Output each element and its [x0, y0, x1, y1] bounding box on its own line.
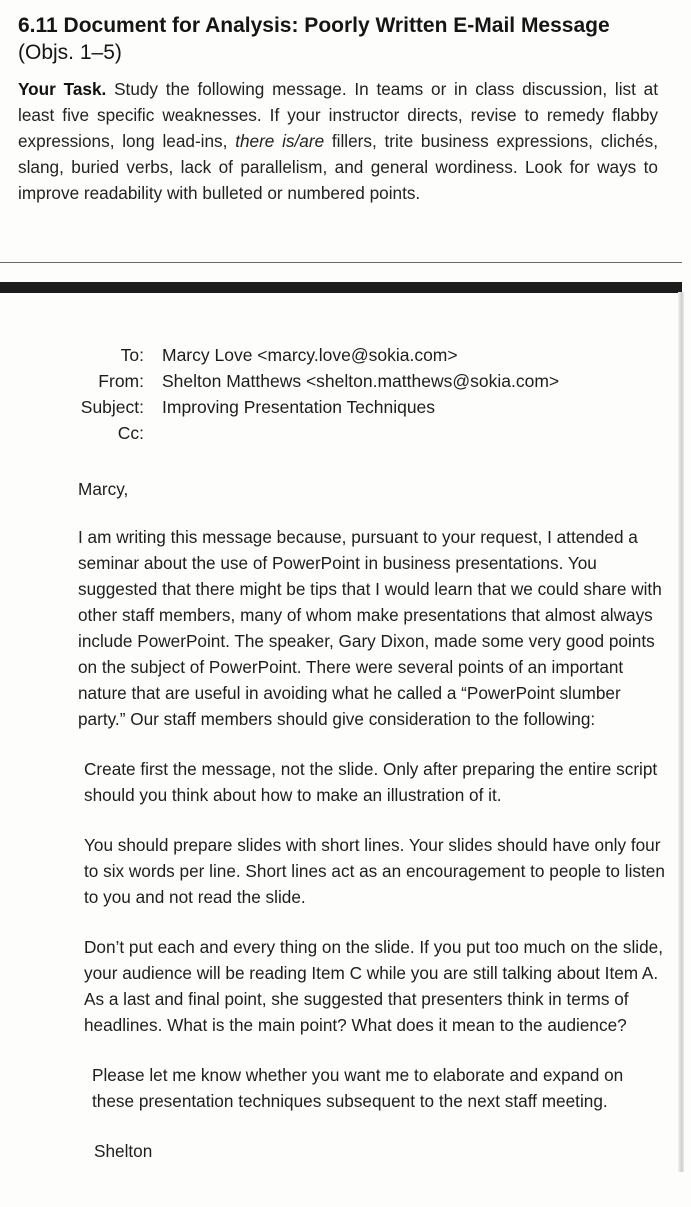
- email-paragraph: Please let me know whether you want me to elaborate and expand on these presentation techniques subsequent to the next staff meeting.: [92, 1065, 624, 1111]
- task-label: Your Task.: [18, 79, 107, 99]
- email-paragraph: Don’t put each and every thing on the slide. If you put too much on the slide, your audience will be reading Item C while you are still talking about Item A. As a last and final point, she suggested that presenters think in terms of headlines. What is the main point? What does it mean to the audience?: [84, 937, 664, 1035]
- page-edge-shadow: [678, 292, 684, 1172]
- task-instructions: [18, 76, 658, 206]
- divider-thick: [0, 282, 682, 293]
- email-paragraph: Create first the message, not the slide. Only after preparing the entire script should you think about how to make an illustration of it.: [84, 759, 658, 805]
- task-text-1: Study the following message. In teams or in class discussion, list at least five specific weaknesses. If your instructor directs, revise to remedy flabby expressions, long lead-ins,: [18, 79, 658, 151]
- email-signature: Shelton: [94, 1141, 153, 1161]
- exercise-objectives: (Objs. 1–5): [18, 41, 122, 64]
- subject-label: Subject:: [80, 397, 144, 417]
- header-to: [60, 342, 559, 368]
- exercise-title: [18, 12, 658, 66]
- exercise-header: [18, 12, 658, 206]
- subject-value: Improving Presentation Techniques: [162, 397, 436, 417]
- divider-thin: [0, 262, 682, 263]
- header-subject: [60, 394, 559, 420]
- from-label: From:: [98, 371, 144, 391]
- to-label: To:: [120, 345, 144, 365]
- exercise-number-title: 6.11 Document for Analysis: Poorly Written E-Mail Message: [18, 14, 610, 37]
- header-from: [60, 368, 559, 394]
- task-italic: there is/are: [235, 131, 325, 151]
- header-cc: [60, 420, 559, 446]
- task-text-2: fillers, trite business expressions, clichés, slang, buried verbs, lack of parallelism, and general wordiness. Look for ways to improve readability with bulleted or numbered points.: [18, 131, 659, 203]
- email-headers: [60, 342, 559, 446]
- cc-label: Cc:: [117, 423, 144, 443]
- email-paragraph: I am writing this message because, pursuant to your request, I attended a seminar about the use of PowerPoint in business presentations. You suggested that there might be tips that I would learn that we could share with other staff members, many of whom make presentations that almost always include PowerPoint. The speaker, Gary Dixon, made some very good points on the subject of PowerPoint. There were several points of an important nature that are useful in avoiding what he called a “PowerPoint slumber party.” Our staff members should give consideration to the following:: [78, 527, 662, 729]
- email-greeting: Marcy,: [78, 479, 129, 499]
- email-paragraph: You should prepare slides with short lines. Your slides should have only four to six words per line. Short lines act as an encouragement to people to listen to you and not read the slide.: [84, 835, 665, 907]
- to-value: Marcy Love <marcy.love@sokia.com>: [162, 345, 458, 365]
- from-value: Shelton Matthews <shelton.matthews@sokia.com>: [162, 371, 560, 391]
- email-body: [78, 476, 668, 1181]
